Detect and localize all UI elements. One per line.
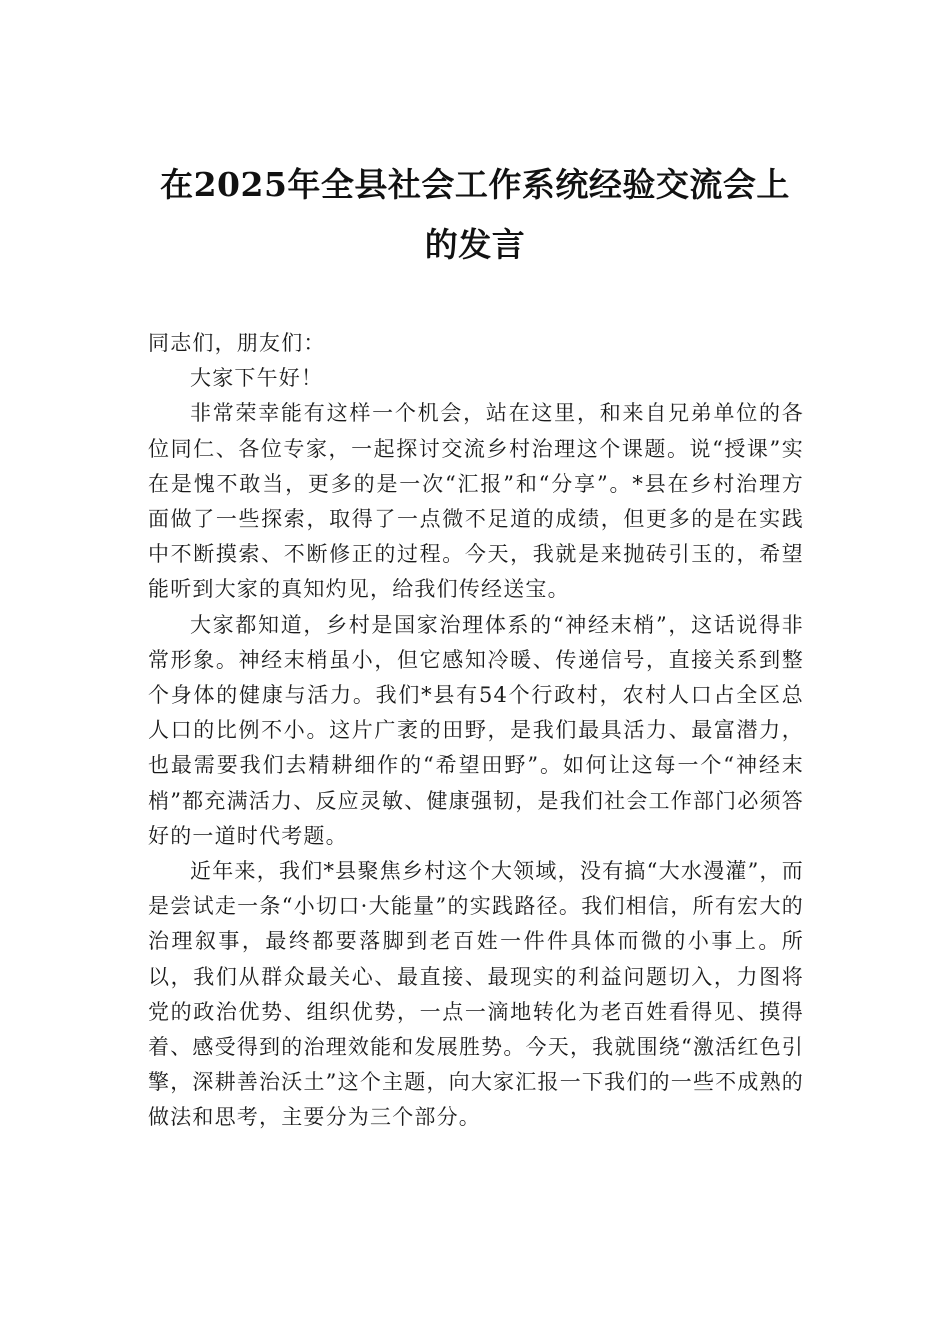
- document-title: [140, 155, 810, 275]
- paragraph-nerve-endings: 大家都知道，乡村是国家治理体系的“神经末梢”，这话说得非常形象。神经末梢虽小，但它感知冷暖、传递信号，直接关系到整个身体的健康与活力。我们*县有54个行政村，农村人口占全区总人口的比例不小。这片广袤的田野，是我们最具活力、最富潜力，也最需要我们去精耕细作的“希望田野”。如何让这每一个“神经末梢”都充满活力、反应灵敏、健康强韧，是我们社会工作部门必须答好的一道时代考题。: [148, 612, 804, 848]
- paragraph-practice-path: 近年来，我们*县聚焦乡村这个大领域，没有搞“大水漫灌”，而是尝试走一条“小切口·大能量”的实践路径。我们相信，所有宏大的治理叙事，最终都要落脚到老百姓一件件具体而微的小事上。所以，我们从群众最关心、最直接、最现实的利益问题切入，力图将党的政治优势、组织优势，一点一滴地转化为老百姓看得见、摸得着、感受得到的治理效能和发展胜势。今天，我就围绕“激活红色引擎，深耕善治沃土”这个主题，向大家汇报一下我们的一些不成熟的做法和思考，主要分为三个部分。: [148, 859, 804, 1130]
- title-line-2: 的发言: [424, 225, 526, 264]
- paragraph-intro: 非常荣幸能有这样一个机会，站在这里，和来自兄弟单位的各位同仁、各位专家，一起探讨交流乡村治理这个课题。说“授课”实在是愧不敢当，更多的是一次“汇报”和“分享”。*县在乡村治理方面做了一些探索，取得了一点微不足道的成绩，但更多的是在实践中不断摸索、不断修正的过程。今天，我就是来抛砖引玉的，希望能听到大家的真知灼见，给我们传经送宝。: [148, 401, 804, 602]
- document-body: [148, 326, 804, 1136]
- title-line-1: 在2025年全县社会工作系统经验交流会上: [160, 165, 790, 204]
- greeting: 大家下午好！: [190, 366, 324, 391]
- salutation: 同志们，朋友们：: [148, 331, 326, 355]
